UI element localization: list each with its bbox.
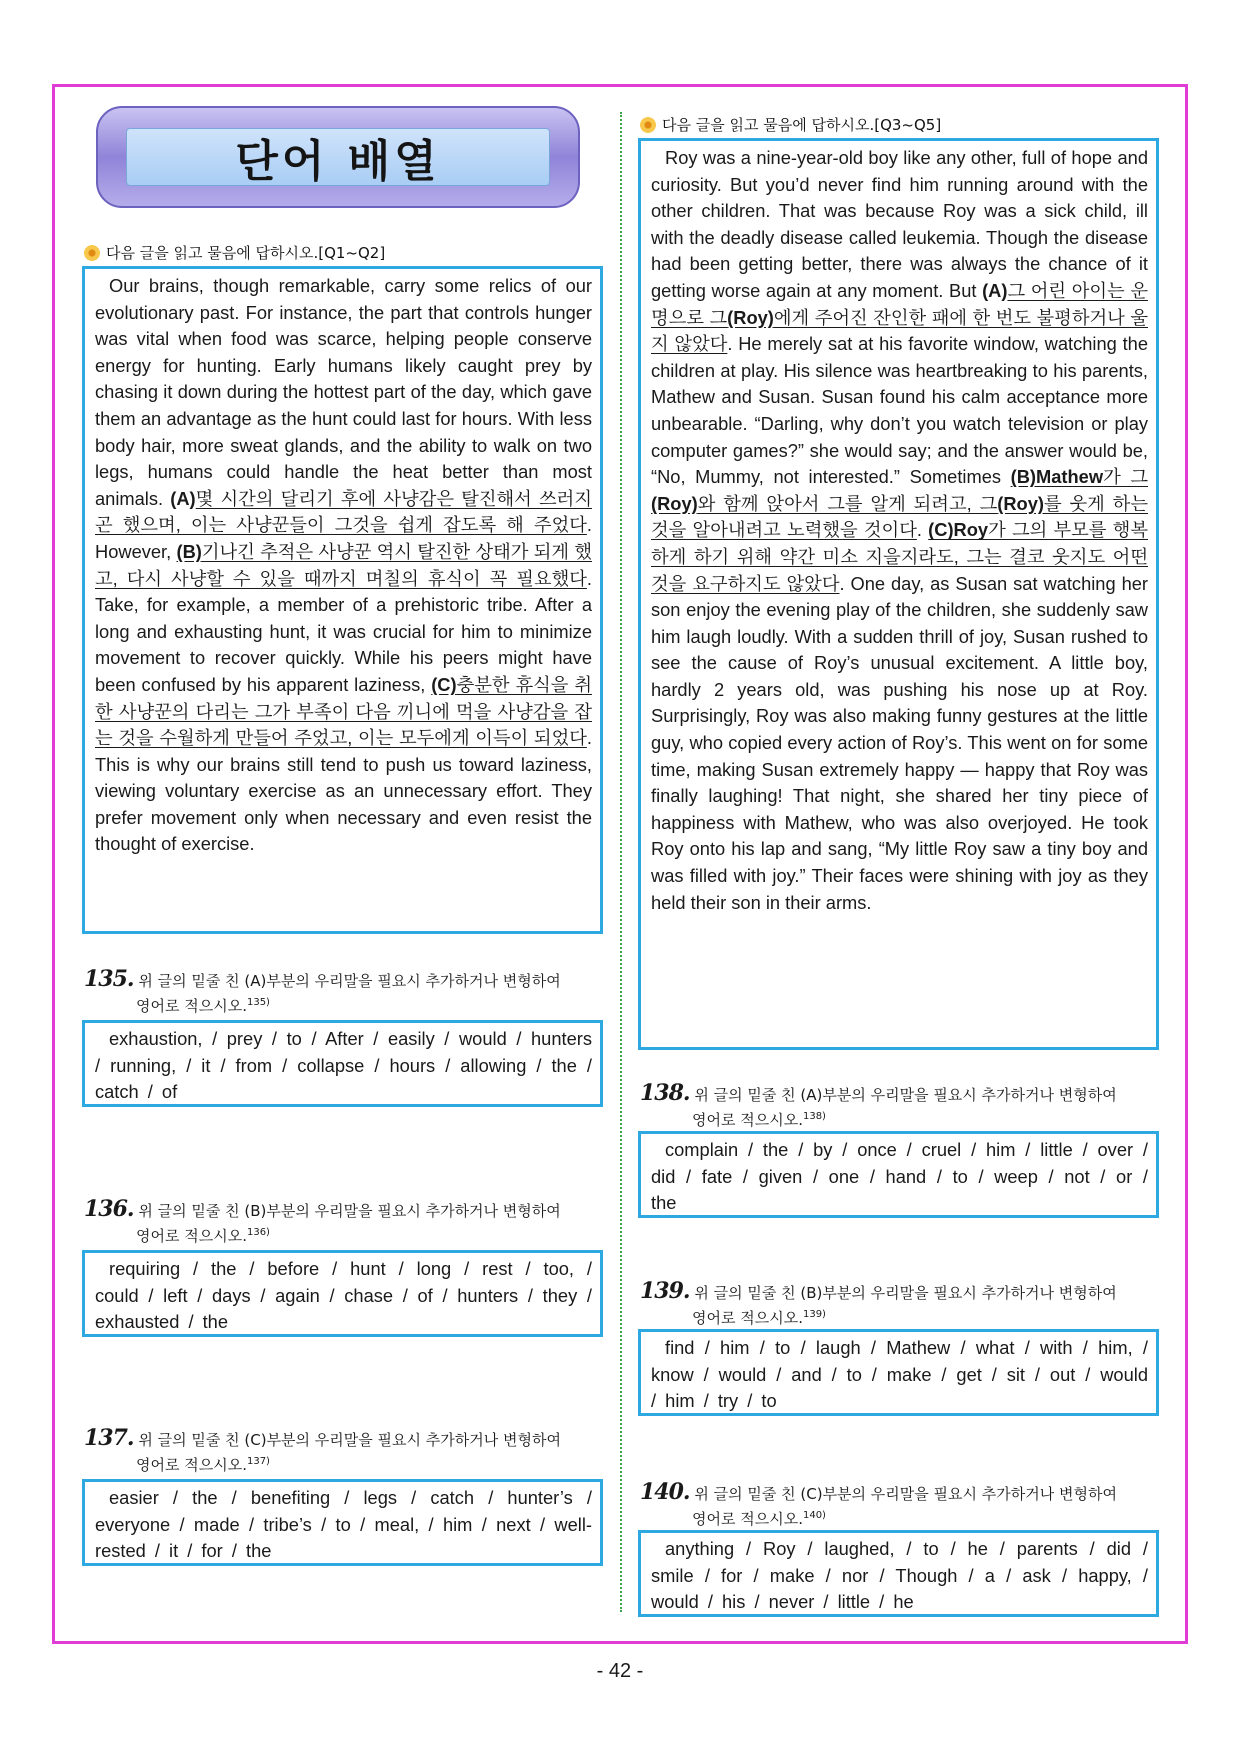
passage-segment: . However,: [95, 514, 592, 562]
question-140: [640, 1481, 1165, 1530]
word-list: complain / the / by / once / cruel / him / little / over / did / fate / given / one / hand / to / weep / not / or / the: [651, 1139, 1148, 1214]
word-list: anything / Roy / laughed, / to / he / parents / did / smile / for / make / nor / Though / a / ask / happy, / would / his / never / little / he: [651, 1538, 1148, 1613]
question-number: 136.: [84, 1196, 134, 1222]
flower-icon: [640, 117, 656, 133]
passage-segment: 기나긴 추적은 사냥꾼 역시 탈진한 상태가 되게 했고, 다시 사냥할 수 있을 때까지 며칠의 휴식이 꼭 필요했다: [95, 540, 592, 589]
footnote-ref: 139): [802, 1309, 826, 1320]
question-number: 140.: [640, 1479, 690, 1505]
passage-segment: 그 어린 아이는 운명으로 그: [651, 279, 1148, 328]
left-instruction-text: 다음 글을 읽고 물음에 답하시오.[Q1~Q2]: [106, 244, 386, 262]
section-title: 단어 배열: [235, 136, 441, 187]
question-text: 위 글의 밑줄 친 (B)부분의 우리말을 필요시 추가하거나 변형하여: [694, 1284, 1117, 1302]
right-instruction-text: 다음 글을 읽고 물음에 답하시오.[Q3~Q5]: [662, 116, 942, 134]
question-text: 위 글의 밑줄 친 (B)부분의 우리말을 필요시 추가하거나 변형하여: [138, 1202, 561, 1220]
passage-segment: . One day, as Susan sat watching her son enjoy the evening play of the children, she suddenly saw him laugh loudly. With a sudden thrill of joy, Susan rushed to see the cause of Roy’s unusual excitement. A little boy, hardly 2 years old, was pushing his nose up at Roy. Surprisingly, Roy was also making funny gestures at the little guy, who copied every action of Roy’s. This went on for some time, making Susan extremely happy — happy that Roy was finally laughing! That night, she shared her tiny piece of happiness with Mathew, who was also overjoyed. He took Roy onto his lap and sang, “My little Roy saw a tiny boy and was filled with joy.” Their faces were shining with joy as they held their son in their arms.: [651, 572, 1148, 913]
flower-icon: [84, 245, 100, 261]
section-title-inner: [126, 128, 550, 186]
word-list: requiring / the / before / hunt / long / rest / too, / could / left / days / again / chase / of / hunters / they / exhausted / the: [95, 1258, 592, 1333]
right-passage-box: [638, 138, 1159, 1050]
passage-segment: (Roy): [727, 306, 774, 328]
passage-segment: (C)Roy: [928, 519, 989, 541]
passage-segment: 가 그: [1103, 466, 1148, 488]
right-passage-text: [651, 145, 1148, 916]
right-instruction: [640, 114, 941, 135]
column-divider: [620, 112, 622, 1612]
passage-segment: 몇 시간의 달리기 후에 사냥감은 탈진해서 쓰러지곤 했으며, 이는 사냥꾼들이 그것을 쉽게 잡도록 해 주었다: [95, 487, 592, 536]
footnote-ref: 140): [802, 1510, 826, 1521]
passage-segment: 가 그의 부모를 행복하게 하기 위해 약간 미소 지을지라도, 그는 결코 웃지도 어떤 것을 요구하지도 않았다: [651, 519, 1148, 594]
footnote-ref: 138): [802, 1111, 826, 1122]
passage-segment: (A): [982, 279, 1008, 301]
question-text: 위 글의 밑줄 친 (A)부분의 우리말을 필요시 추가하거나 변형하여: [694, 1086, 1117, 1104]
question-text-line2: 영어로 적으시오.: [692, 1111, 803, 1129]
question-136: [84, 1198, 609, 1247]
word-box-135: [82, 1020, 603, 1107]
question-text: 위 글의 밑줄 친 (C)부분의 우리말을 필요시 추가하거나 변형하여: [694, 1485, 1117, 1503]
word-box-140: [638, 1530, 1159, 1617]
passage-segment: 와 함께 앉아서 그를 알게 되려고, 그: [697, 492, 998, 514]
footnote-ref: 135): [246, 997, 270, 1008]
question-text-line2: 영어로 적으시오.: [136, 997, 247, 1015]
passage-segment: (B): [176, 540, 202, 562]
word-box-137: [82, 1479, 603, 1566]
passage-segment: 를 웃게 하는 것을 알아내려고 노력했을 것이다: [651, 492, 1148, 541]
question-text: 위 글의 밑줄 친 (C)부분의 우리말을 필요시 추가하거나 변형하여: [138, 1431, 561, 1449]
passage-segment: (Roy): [651, 492, 698, 514]
passage-segment: . He merely sat at his favorite window, watching the children at play. His silence was heartbreaking to his parents, Mathew and Susan. Susan found his calm acceptance more unbearable. “Darling, why don’t you watch television or play computer games?” she would say; and the answer would be, “No, Mummy, not interested.” Sometimes: [651, 333, 1148, 488]
passage-segment: 충분한 휴식을 취한 사냥꾼의 다리는 그가 부족이 다음 끼니에 먹을 사냥감을 잡는 것을 수월하게 만들어 주었고, 이는 모두에게 이득이 되었다: [95, 673, 592, 749]
section-title-badge: [96, 106, 580, 208]
word-box-139: [638, 1329, 1159, 1416]
passage-segment: . This is why our brains still tend to push us toward laziness, viewing voluntary exercise as an unnecessary effort. They prefer movement only when necessary and even resist the thought of exercise.: [95, 727, 592, 855]
passage-segment: .: [916, 519, 929, 541]
passage-segment: (B)Mathew: [1010, 466, 1104, 488]
question-137: [84, 1427, 609, 1476]
question-number: 138.: [640, 1080, 690, 1106]
footnote-ref: 136): [246, 1227, 270, 1238]
passage-segment: (C): [431, 673, 457, 695]
question-text-line2: 영어로 적으시오.: [692, 1309, 803, 1327]
question-139: [640, 1280, 1165, 1329]
passage-segment: 에게 주어진 잔인한 패에 한 번도 불평하거나 울지 않았다: [651, 306, 1148, 355]
question-text-line2: 영어로 적으시오.: [136, 1227, 247, 1245]
question-text-line2: 영어로 적으시오.: [136, 1456, 247, 1474]
word-list: easier / the / benefiting / legs / catch / hunter’s / everyone / made / tribe’s / to / meal, / him / next / well-rested / it / for / the: [95, 1487, 592, 1562]
page-number: - 42 -: [596, 1660, 644, 1682]
left-passage-text: [95, 273, 592, 858]
left-passage-box: [82, 266, 603, 934]
question-number: 135.: [84, 966, 134, 992]
passage-segment: (Roy): [997, 492, 1044, 514]
question-text: 위 글의 밑줄 친 (A)부분의 우리말을 필요시 추가하거나 변형하여: [138, 972, 561, 990]
word-list: find / him / to / laugh / Mathew / what / with / him, / know / would / and / to / make / get / sit / out / would / him / try / to: [651, 1337, 1148, 1412]
left-instruction: [84, 242, 385, 263]
passage-segment: Our brains, though remarkable, carry some relics of our evolutionary past. For instance, the part that controls hunger was vital when food was scarce, helping people conserve energy for hunting. Early humans likely caught prey by chasing it down during the hottest part of the day, which gave them an advantage as the hunt could last for hours. With less body hair, more sweat glands, and the ability to walk on two legs, humans could handle the heat better than most animals.: [95, 275, 592, 509]
question-number: 137.: [84, 1425, 134, 1451]
question-135: [84, 968, 609, 1017]
word-box-136: [82, 1250, 603, 1337]
question-138: [640, 1082, 1165, 1131]
word-list: exhaustion, / prey / to / After / easily / would / hunters / running, / it / from / collapse / hours / allowing / the / catch / of: [95, 1028, 592, 1103]
question-number: 139.: [640, 1278, 690, 1304]
passage-segment: (A): [170, 487, 196, 509]
footnote-ref: 137): [246, 1456, 270, 1467]
passage-segment: Roy was a nine-year-old boy like any other, full of hope and curiosity. But you’d never find him running around with the other children. That was because Roy was a sick child, ill with the deadly disease called leukemia. Though the disease had been getting better, there was always the chance of it getting worse again at any moment. But: [651, 147, 1148, 301]
passage-segment: . Take, for example, a member of a prehistoric tribe. After a long and exhausting hunt, it was crucial for him to minimize movement to recover quickly. While his peers might have been confused by his apparent laziness,: [95, 567, 592, 695]
question-text-line2: 영어로 적으시오.: [692, 1510, 803, 1528]
word-box-138: [638, 1131, 1159, 1218]
